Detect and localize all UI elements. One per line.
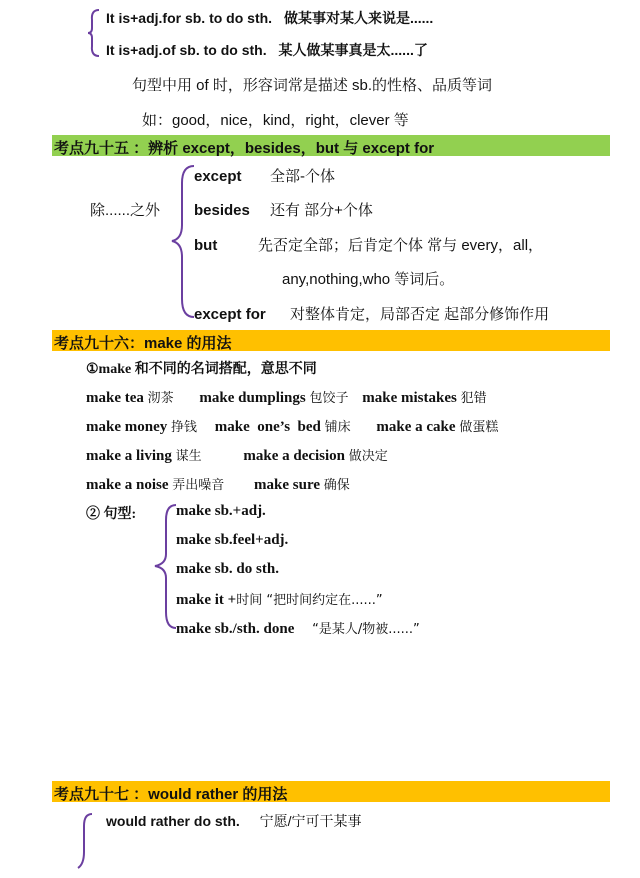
section-96-sub2: ② 句型: <box>86 507 137 522</box>
item-but <box>194 234 543 255</box>
brace-top <box>86 8 102 63</box>
make-noise-cn: 弄出噪音 <box>172 478 225 493</box>
top-line-2-cn: 某人做某事真是太......了 <box>278 42 428 58</box>
section-95-title: 考点九十五 ：辨析 except，besides，but 与 except for <box>54 140 435 157</box>
item-except-for-desc: 对整体肯定，局部否定 起部分修饰作用 <box>290 306 550 323</box>
would-rather-line <box>106 811 362 831</box>
would-rather-en: would rather do sth. <box>106 813 240 829</box>
make-bed: make one’s bed <box>214 419 321 435</box>
brace-95 <box>168 163 196 326</box>
make-cake: make a cake <box>376 419 456 435</box>
make-money-cn: 挣钱 <box>171 420 198 435</box>
top-note-2: 如：good，nice，kind，right，clever 等 <box>142 112 409 129</box>
make-dumplings-cn: 包饺子 <box>309 391 349 406</box>
item-except-for-word: except for <box>194 306 266 323</box>
make-noise: make a noise <box>86 477 169 493</box>
pattern-4-en: make it + <box>176 592 237 608</box>
make-dumplings: make dumplings <box>199 390 306 406</box>
make-living-cn: 谋生 <box>175 449 202 464</box>
make-sure-cn: 确保 <box>323 478 350 493</box>
item-except-desc: 全部-个体 <box>270 168 335 185</box>
would-rather-cn: 宁愿/宁可干某事 <box>259 813 362 829</box>
make-sure: make sure <box>254 477 320 493</box>
pattern-3: make sb. do sth. <box>176 561 279 577</box>
pattern-1: make sb.+adj. <box>176 503 266 519</box>
brace-96 <box>150 502 178 637</box>
make-decision-cn: 做决定 <box>348 449 388 464</box>
make-tea-cn: 沏茶 <box>147 391 174 406</box>
top-line-1-en: It is+adj.for sb. to do sth. <box>106 10 273 26</box>
pattern-4-cn: 时间 “把时间约定在......” <box>236 593 383 608</box>
item-besides-desc: 还有 部分+个体 <box>270 202 373 219</box>
pattern-4 <box>176 589 383 609</box>
top-line-1 <box>106 8 433 28</box>
top-line-1-cn: 做某事对某人来说是...... <box>283 10 434 26</box>
pattern-5-en: make sb./sth. done <box>176 621 295 637</box>
item-except-word: except <box>194 168 242 185</box>
make-row-4 <box>86 474 350 494</box>
make-mistakes: make mistakes <box>362 390 457 406</box>
section-97-header <box>52 781 610 802</box>
section-96-header <box>52 330 610 351</box>
make-row-3 <box>86 445 388 465</box>
section-97-title: 考点九十七 ：would rather 的用法 <box>54 786 288 803</box>
make-mistakes-cn: 犯错 <box>460 391 487 406</box>
make-row-2 <box>86 416 498 436</box>
item-besides <box>194 199 373 220</box>
item-but-cont: any,nothing,who 等词后。 <box>282 271 455 288</box>
item-besides-word: besides <box>194 202 250 219</box>
make-money: make money <box>86 419 168 435</box>
curly-brace-icon <box>150 502 178 632</box>
section-96-sub1: ①make 和不同的名词搭配，意思不同 <box>86 362 317 377</box>
make-decision: make a decision <box>243 448 346 464</box>
curly-brace-icon <box>76 812 96 873</box>
item-except-for <box>194 303 549 324</box>
section-96-title: 考点九十六：make 的用法 <box>54 335 232 352</box>
top-line-2 <box>106 40 428 60</box>
item-except <box>194 165 335 186</box>
section-95-label: 除......之外 <box>90 202 161 219</box>
make-living: make a living <box>86 448 172 464</box>
top-line-2-en: It is+adj.of sb. to do sth. <box>106 42 267 58</box>
top-note-1: 句型中用 of 时，形容词常是描述 sb.的性格、品质等词 <box>132 77 493 94</box>
curly-brace-icon <box>86 8 102 58</box>
item-but-word: but <box>194 237 218 254</box>
pattern-5 <box>176 618 420 638</box>
make-row-1 <box>86 387 487 407</box>
item-but-desc: 先否定全部；后肯定个体 常与 every，all， <box>258 237 544 254</box>
pattern-2: make sb.feel+adj. <box>176 532 289 548</box>
section-95-header <box>52 135 610 156</box>
make-bed-cn: 铺床 <box>324 420 351 435</box>
brace-97 <box>76 812 96 878</box>
pattern-5-cn: “是某人/物被......” <box>312 622 420 637</box>
make-cake-cn: 做蛋糕 <box>459 420 499 435</box>
curly-brace-icon <box>168 163 196 321</box>
make-tea: make tea <box>86 390 144 406</box>
